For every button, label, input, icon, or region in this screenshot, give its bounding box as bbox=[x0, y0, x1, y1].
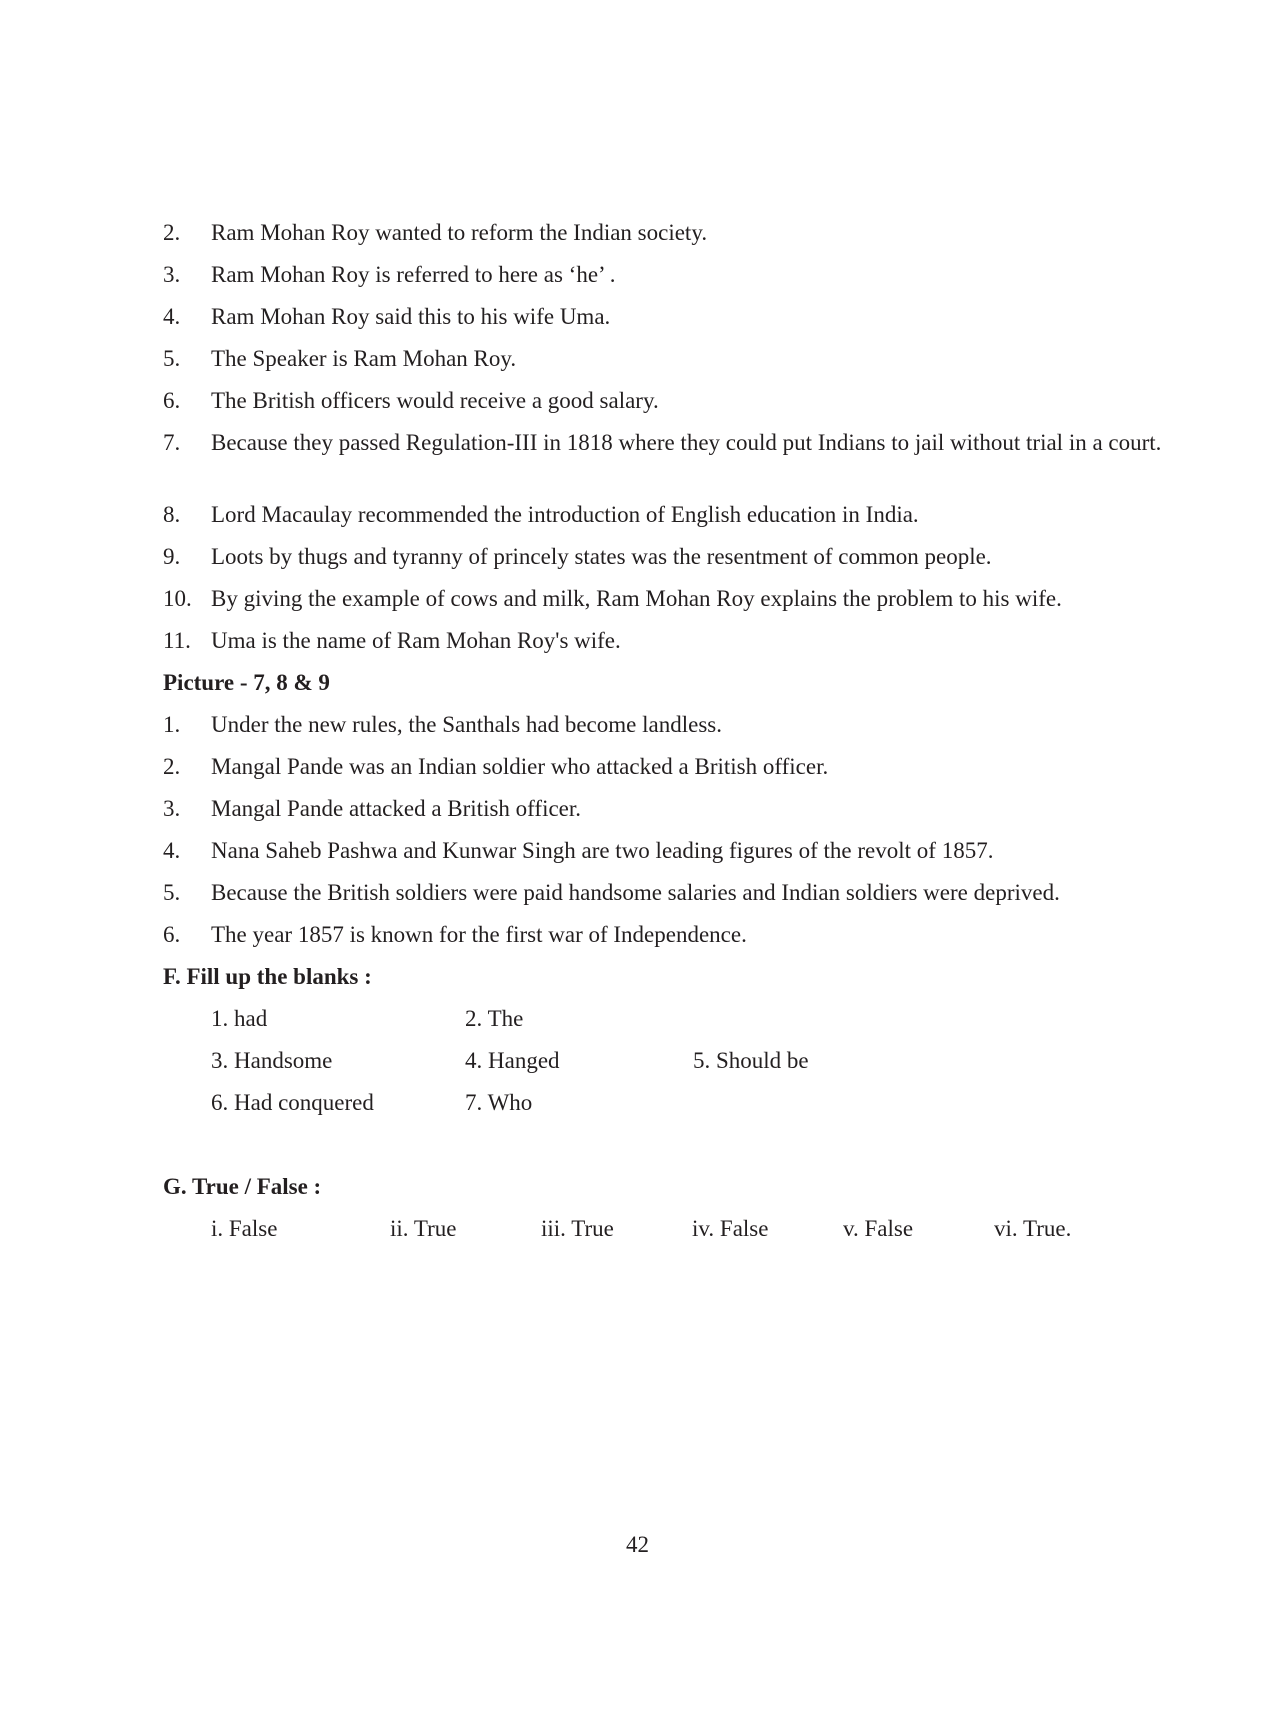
item-number: 3. bbox=[163, 262, 181, 287]
item-text: The year 1857 is known for the first war of Independence. bbox=[211, 922, 747, 947]
list-item bbox=[163, 542, 1163, 572]
list-item bbox=[163, 344, 1163, 374]
list-item bbox=[163, 794, 1163, 824]
item-text: Under the new rules, the Santhals had become landless. bbox=[211, 712, 722, 737]
list-item bbox=[163, 260, 1163, 290]
section-heading-true-false: G. True / False : bbox=[163, 1174, 322, 1199]
item-text: Nana Saheb Pashwa and Kunwar Singh are two leading figures of the revolt of 1857. bbox=[211, 838, 994, 863]
item-text: By giving the example of cows and milk, Ram Mohan Roy explains the problem to his wife. bbox=[211, 586, 1062, 611]
item-number: 6. bbox=[163, 388, 181, 413]
true-false-answer: iv. False bbox=[692, 1216, 769, 1241]
blank-answer: 2. The bbox=[465, 1006, 524, 1031]
list-item bbox=[163, 584, 1163, 614]
list-item bbox=[163, 920, 1163, 950]
list-item bbox=[163, 710, 1163, 740]
list-item bbox=[163, 878, 1163, 908]
item-number: 2. bbox=[163, 220, 181, 245]
item-text: The Speaker is Ram Mohan Roy. bbox=[211, 346, 517, 371]
section-heading-fill-blanks: F. Fill up the blanks : bbox=[163, 964, 372, 989]
blank-answer: 5. Should be bbox=[693, 1048, 809, 1073]
item-number: 2. bbox=[163, 754, 181, 779]
item-text: Mangal Pande attacked a British officer. bbox=[211, 796, 582, 821]
item-text: Uma is the name of Ram Mohan Roy's wife. bbox=[211, 628, 621, 653]
blank-answer: 4. Hanged bbox=[465, 1048, 560, 1073]
true-false-answer: i. False bbox=[211, 1216, 278, 1241]
item-number: 4. bbox=[163, 304, 181, 329]
list-item bbox=[163, 836, 1163, 866]
item-number: 6. bbox=[163, 922, 181, 947]
item-number: 7. bbox=[163, 430, 181, 455]
page-number: 42 bbox=[626, 1532, 649, 1557]
blank-answer: 3. Handsome bbox=[211, 1048, 333, 1073]
list-item bbox=[163, 428, 1163, 458]
item-number: 3. bbox=[163, 796, 181, 821]
item-text: Ram Mohan Roy is referred to here as ‘he’ . bbox=[211, 262, 616, 287]
item-text: Loots by thugs and tyranny of princely states was the resentment of common people. bbox=[211, 544, 992, 569]
item-number: 9. bbox=[163, 544, 181, 569]
blank-answer: 7. Who bbox=[465, 1090, 533, 1115]
blank-answer: 1. had bbox=[211, 1006, 268, 1031]
item-number: 5. bbox=[163, 346, 181, 371]
item-text: Lord Macaulay recommended the introduction of English education in India. bbox=[211, 502, 919, 527]
item-number: 8. bbox=[163, 502, 181, 527]
item-number: 1. bbox=[163, 712, 181, 737]
true-false-answer: iii. True bbox=[541, 1216, 614, 1241]
item-text: Ram Mohan Roy wanted to reform the Indian society. bbox=[211, 220, 708, 245]
true-false-answer: v. False bbox=[843, 1216, 914, 1241]
section-heading-picture: Picture - 7, 8 & 9 bbox=[163, 670, 330, 695]
true-false-answer: vi. True. bbox=[994, 1216, 1072, 1241]
item-text: Ram Mohan Roy said this to his wife Uma. bbox=[211, 304, 611, 329]
item-text: The British officers would receive a good salary. bbox=[211, 388, 659, 413]
item-text: Mangal Pande was an Indian soldier who attacked a British officer. bbox=[211, 754, 829, 779]
true-false-answer: ii. True bbox=[390, 1216, 457, 1241]
item-number: 5. bbox=[163, 880, 181, 905]
list-item bbox=[163, 386, 1163, 416]
item-number: 4. bbox=[163, 838, 181, 863]
item-text: Because the British soldiers were paid handsome salaries and Indian soldiers were deprived. bbox=[211, 880, 1060, 905]
item-text: Because they passed Regulation-III in 1818 where they could put Indians to jail without trial in a court. bbox=[211, 430, 1162, 455]
list-item bbox=[163, 752, 1163, 782]
item-number: 10. bbox=[163, 586, 192, 611]
list-item bbox=[163, 500, 1163, 530]
list-item bbox=[163, 218, 1163, 248]
item-number: 11. bbox=[163, 628, 191, 653]
list-item bbox=[163, 626, 1163, 656]
blank-answer: 6. Had conquered bbox=[211, 1090, 374, 1115]
list-item bbox=[163, 302, 1163, 332]
